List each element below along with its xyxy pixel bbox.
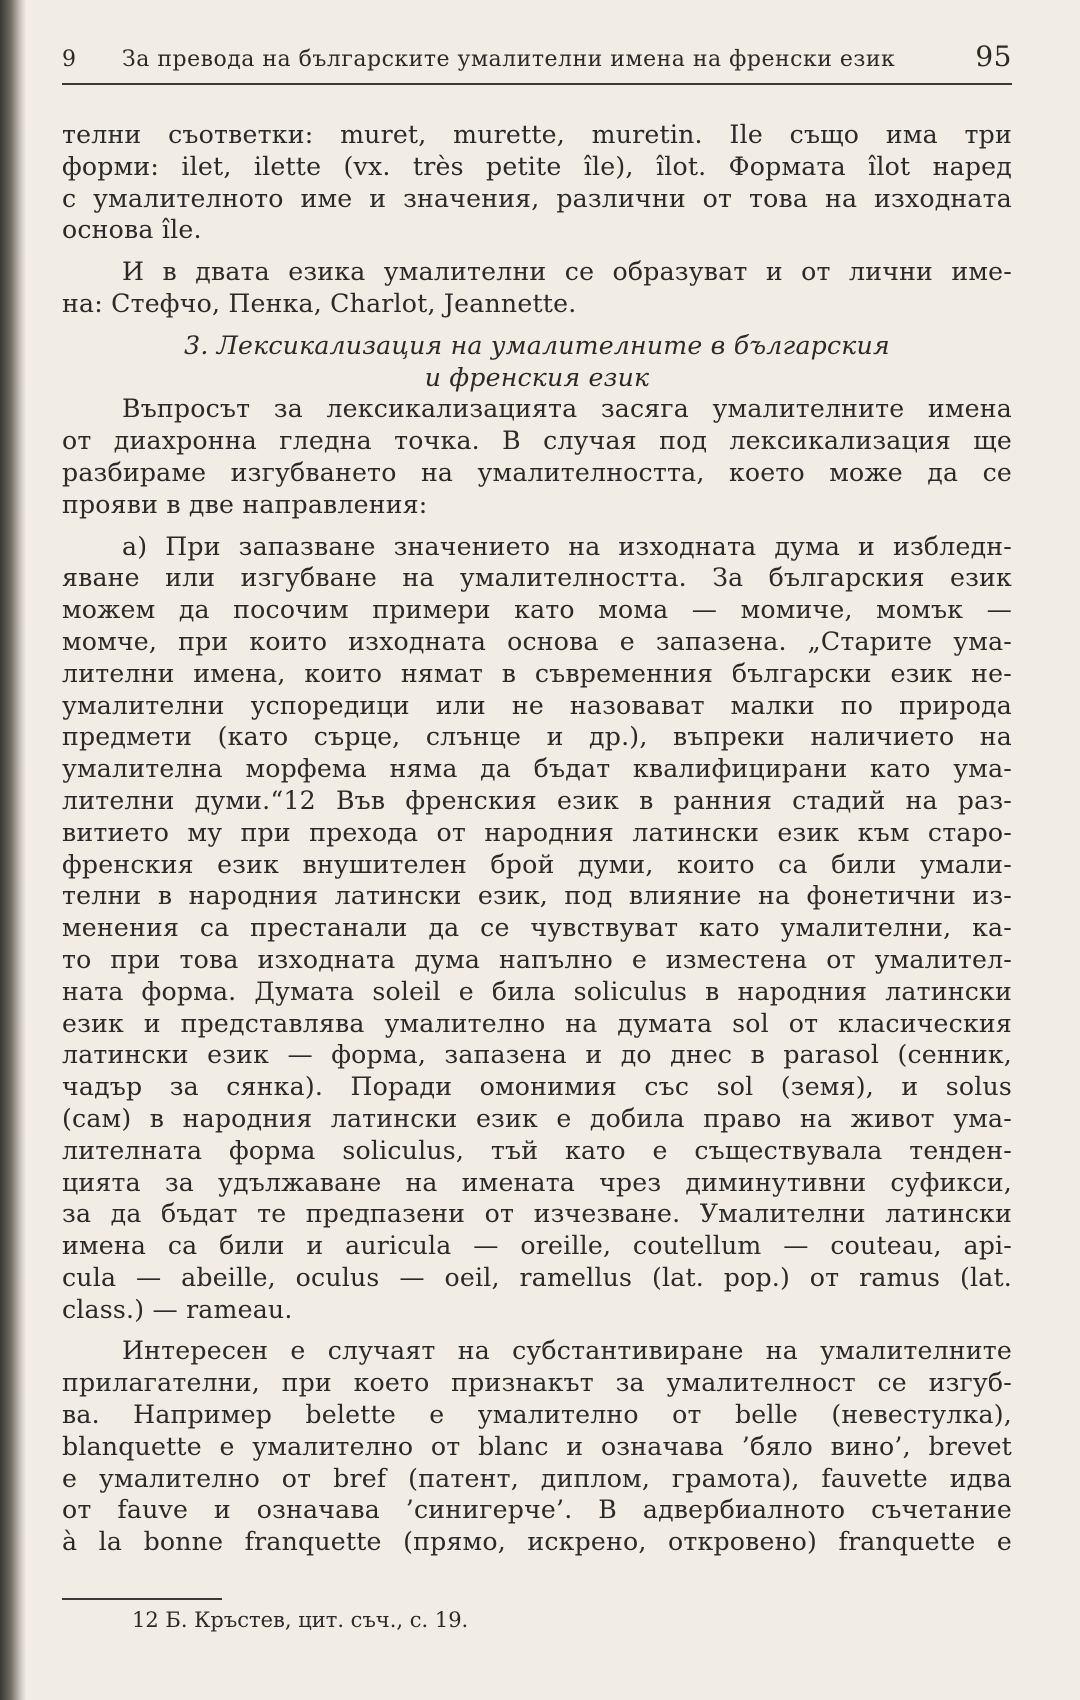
text-line: френския език внушителен брой думи, които са били умали- (62, 849, 1012, 879)
text-line: основа île. (62, 215, 202, 245)
text-line: ва. Например belette е умалително от belle (невестулка), (62, 1400, 1012, 1430)
text-line: умалителни успоредици или не назовават малки по природа (62, 690, 1012, 720)
text-line: лителни имена, които нямат в съвременния български език не- (62, 658, 1012, 688)
text-line: И в двата езика умалителни се образуват и от лични име- (122, 257, 1012, 287)
text-line: (сам) в народния латински език е добила право на живот ума- (62, 1103, 1012, 1133)
text-line: предмети (като сърце, слънце и др.), въпреки наличието на (62, 722, 1012, 752)
text-line: разбираме изгубването на умалителността, което може да се (62, 457, 1012, 487)
text-line: то при това изходната дума напълно е изместена от умалител- (62, 944, 1012, 974)
footnote: 12 Б. Кръстев, цит. съч., с. 19. (132, 1608, 469, 1633)
text-line: à la bonne franquette (прямо, искрено, откровено) franquette е (62, 1527, 1012, 1557)
text-line: ната форма. Думата soleil е била soliculus в народния латински (62, 976, 1012, 1006)
text-line: с умалителното име и значения, различни от това на изходната (62, 183, 1012, 213)
running-head (62, 40, 1012, 85)
text-line: телни в народния латински език, под влияние на фонетични из- (62, 881, 1012, 911)
book-binding-shadow (0, 0, 26, 1700)
text-line: е умалително от bref (патент, диплом, грамота), fauvette идва (62, 1463, 1012, 1493)
text-line: cula — abeille, oculus — oeil, ramellus (lat. pop.) от ramus (lat. (62, 1262, 1012, 1292)
page-number: 95 (975, 40, 1012, 73)
text-line: витието му при прехода от народния латински език към старо- (62, 817, 1012, 847)
text-line: можем да посочим примери като мома — момиче, момък — (62, 595, 1012, 625)
text-line: прилагателни, при което признакът за умалителност се изгуб- (62, 1368, 1012, 1398)
section-heading: и френския език (424, 362, 650, 392)
text-line: менения са престанали да се чувствуват като умалителни, ка- (62, 913, 1012, 943)
text-line: яване или изгубване на умалителността. За българския език (62, 563, 1012, 593)
text-line: цията за удължаване на имената чрез диминутивни суфикси, (62, 1167, 1012, 1197)
text-line: class.) — rameau. (62, 1294, 293, 1324)
text-line: имена са били и auricula — oreille, coutellum — couteau, api- (62, 1231, 1012, 1261)
text-line: Интересен е случаят на субстантивиране на умалителните (122, 1336, 1012, 1366)
text-line: език и представлява умалително на думата sol от класическия (62, 1008, 1012, 1038)
text-line: телни съответки: muret, murette, muretin. Ile също има три (62, 120, 1012, 149)
section-heading: 3. Лексикализация на умалителните в българския (184, 330, 890, 360)
body-text (62, 119, 1012, 1558)
text-line: Въпросът за лексикализацията засяга умалителните имена (122, 394, 1012, 424)
text-line: форми: ilet, ilette (vx. très petite île), îlot. Формата îlot наред (62, 151, 1012, 181)
text-line: blanquette е умалително от blanc и означава ’бяло вино’, brevet (62, 1431, 1012, 1461)
text-line: а) При запазване значението на изходната дума и избледн- (122, 531, 1012, 561)
text-line: от диахронна гледна точка. В случая под лексикализация ще (62, 426, 1012, 456)
text-line: умалителна морфема няма да бъдат квалифицирани като ума- (62, 754, 1012, 784)
text-line: за да бъдат те предпазени от изчезване. Умалителни латински (62, 1199, 1012, 1229)
book-page (62, 40, 1012, 1632)
text-line: прояви в две направления: (62, 489, 428, 519)
section-number: 9 (62, 47, 77, 72)
text-line: лителни думи.“12 Във френския език в ранния стадий на раз- (62, 785, 1012, 815)
text-line: от fauve и означава ’синигерче’. В адвербиалното съчетание (62, 1495, 1012, 1525)
text-line: латински език — форма, запазена и до днес в parasol (сенник, (62, 1040, 1012, 1070)
text-line: на: Стефчо, Пенка, Charlot, Jeannette. (62, 288, 577, 318)
running-head-title: За превода на българските умалителни имена на френски език (122, 47, 896, 72)
text-line: лителната форма soliculus, тъй като е съществувала тенден- (62, 1135, 1012, 1165)
text-line: момче, при които изходната основа е запазена. „Старите ума- (62, 626, 1012, 656)
text-line: чадър за сянка). Поради омонимия със sol (земя), и solus (62, 1072, 1012, 1102)
footnote-rule (62, 1598, 222, 1600)
